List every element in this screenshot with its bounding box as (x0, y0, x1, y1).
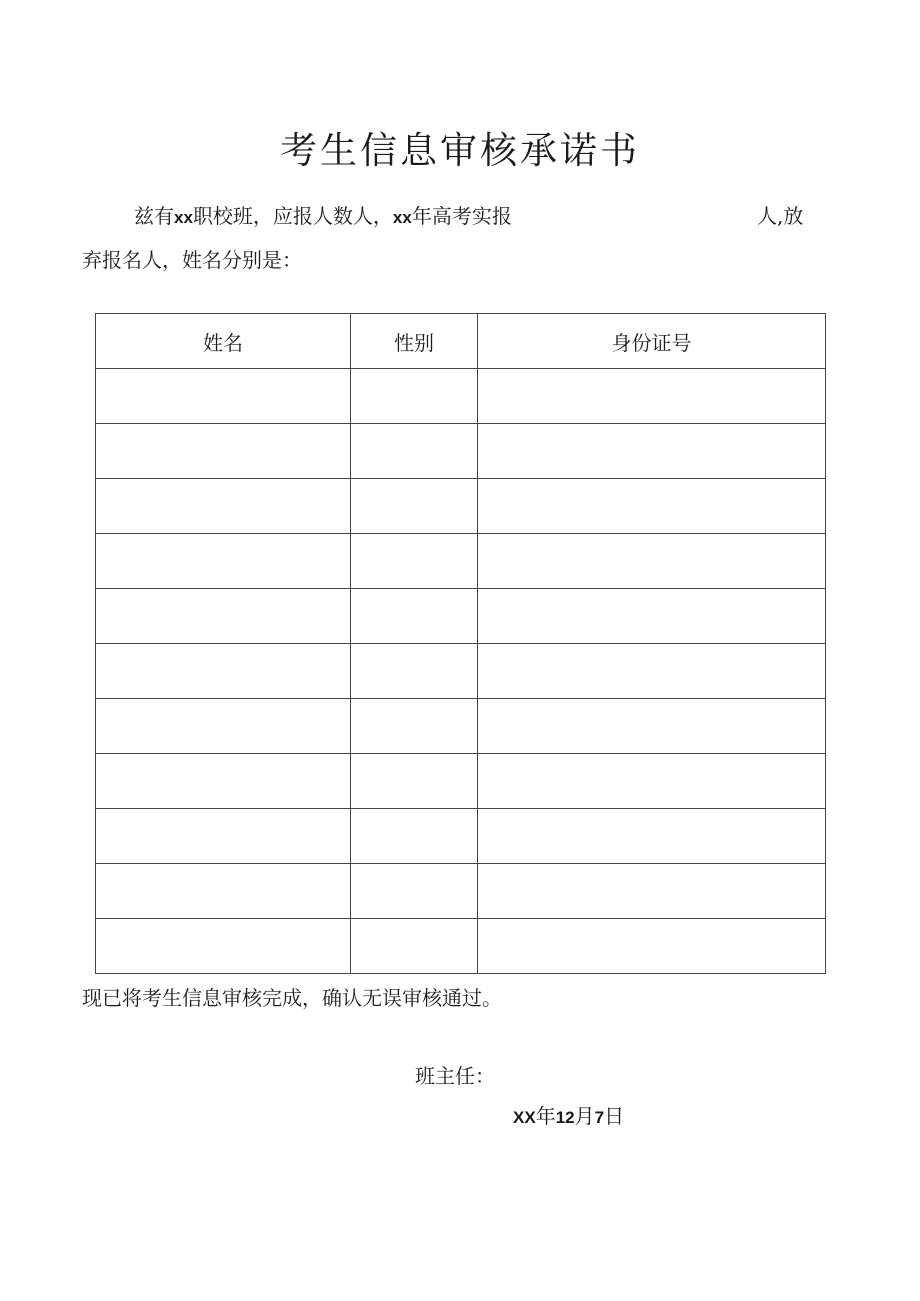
cell-name (96, 589, 351, 644)
cell-gender (351, 699, 478, 754)
cell-id-number (478, 644, 826, 699)
intro-class-text: 职校班，应报人数人， (192, 204, 393, 228)
intro-suffix: 人,放 (757, 204, 804, 228)
header-gender: 性别 (351, 314, 478, 369)
table-row (96, 424, 826, 479)
cell-name (96, 754, 351, 809)
cell-gender (351, 369, 478, 424)
table-row (96, 479, 826, 534)
cell-id-number (478, 754, 826, 809)
cell-gender (351, 589, 478, 644)
cell-gender (351, 644, 478, 699)
date-month-unit: 月 (574, 1104, 595, 1128)
signature-label: 班主任： (415, 1064, 495, 1088)
cell-id-number (478, 919, 826, 974)
cell-gender (351, 754, 478, 809)
cell-id-number (478, 369, 826, 424)
cell-id-number (478, 699, 826, 754)
header-id-number: 身份证号 (478, 314, 826, 369)
cell-id-number (478, 424, 826, 479)
cell-id-number (478, 864, 826, 919)
date-day: 7 (594, 1108, 605, 1127)
date-year-unit: 年 (535, 1104, 556, 1128)
date-month: 12 (555, 1108, 575, 1127)
table-row (96, 864, 826, 919)
cell-gender (351, 534, 478, 589)
table-row (96, 919, 826, 974)
cell-id-number (478, 534, 826, 589)
table-row (96, 699, 826, 754)
cell-name (96, 864, 351, 919)
document-title: 考生信息审核承诺书 (280, 129, 640, 172)
table-row (96, 369, 826, 424)
header-name: 姓名 (96, 314, 351, 369)
year-code: xx (392, 208, 412, 227)
cell-name (96, 699, 351, 754)
cell-name (96, 479, 351, 534)
date-day-unit: 日 (604, 1104, 625, 1128)
cell-gender (351, 424, 478, 479)
intro-line-2: 弃报名人，姓名分别是： (82, 248, 302, 272)
cell-id-number (478, 809, 826, 864)
cell-name (96, 369, 351, 424)
cell-name (96, 919, 351, 974)
date-line (513, 1102, 624, 1132)
cell-gender (351, 864, 478, 919)
table-header-row (96, 314, 826, 369)
intro-prefix: 兹有 (134, 204, 174, 228)
cell-id-number (478, 589, 826, 644)
cell-id-number (478, 479, 826, 534)
cell-name (96, 424, 351, 479)
table-row (96, 644, 826, 699)
table-row (96, 809, 826, 864)
table-row (96, 754, 826, 809)
date-year: XX (513, 1108, 536, 1127)
intro-exam-text: 年高考实报 (411, 204, 512, 228)
cell-gender (351, 809, 478, 864)
cell-name (96, 534, 351, 589)
student-roster-table (95, 313, 826, 974)
confirmation-text: 现已将考生信息审核完成，确认无误审核通过。 (82, 986, 502, 1010)
cell-gender (351, 479, 478, 534)
table-row (96, 589, 826, 644)
cell-gender (351, 919, 478, 974)
cell-name (96, 644, 351, 699)
intro-line-1 (134, 202, 512, 232)
cell-name (96, 809, 351, 864)
table-body (96, 369, 826, 974)
table-row (96, 534, 826, 589)
school-code: xx (174, 208, 193, 227)
